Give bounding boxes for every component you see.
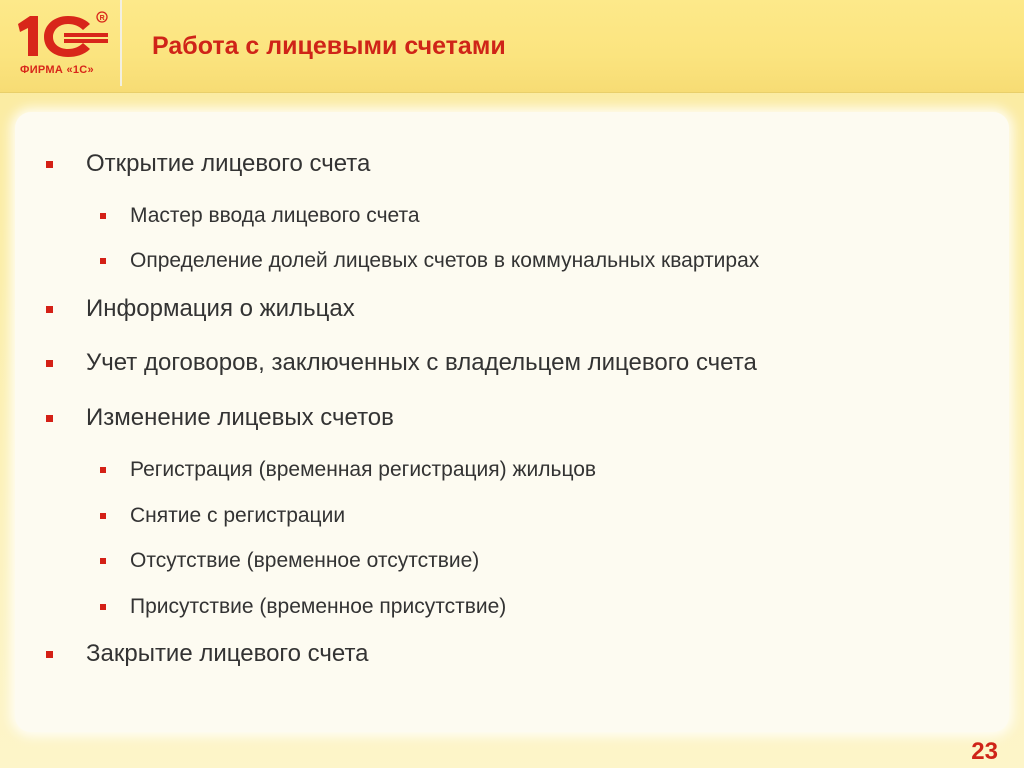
logo-1c-icon bbox=[12, 10, 110, 62]
bullet-item-close-account bbox=[86, 640, 369, 668]
company-logo bbox=[0, 0, 120, 86]
bullet-item-account-wizard bbox=[130, 204, 420, 228]
bullet-item-absence bbox=[130, 549, 479, 573]
bullet-text: Изменение лицевых счетов bbox=[86, 404, 394, 431]
bullet-text: Присутствие (временное присутствие) bbox=[130, 595, 507, 618]
bullet-text: Учет договоров, заключенных с владельцем лицевого счета bbox=[86, 349, 757, 376]
bullet-text: Открытие лицевого счета bbox=[86, 150, 371, 177]
bullet-text: Информация о жильцах bbox=[86, 295, 355, 322]
slide-number: 23 bbox=[971, 738, 998, 765]
bullet-text: Регистрация (временная регистрация) жильцов bbox=[130, 458, 597, 481]
square-bullet-icon bbox=[100, 558, 106, 564]
square-bullet-icon bbox=[100, 513, 106, 519]
bullet-item-deregistration bbox=[130, 504, 345, 528]
square-bullet-icon bbox=[46, 415, 53, 422]
slide-header bbox=[0, 0, 1024, 93]
square-bullet-icon bbox=[100, 213, 106, 219]
svg-text:R: R bbox=[99, 15, 105, 22]
page-title: Работа с лицевыми счетами bbox=[152, 32, 506, 60]
header-divider bbox=[120, 0, 122, 86]
square-bullet-icon bbox=[100, 604, 106, 610]
bullet-text: Снятие с регистрации bbox=[130, 504, 346, 527]
logo-caption: ФИРМА «1С» bbox=[20, 64, 94, 76]
square-bullet-icon bbox=[100, 258, 106, 264]
bullet-item-account-shares bbox=[130, 249, 759, 273]
bullet-text: Мастер ввода лицевого счета bbox=[130, 204, 420, 227]
square-bullet-icon bbox=[46, 360, 53, 367]
square-bullet-icon bbox=[100, 467, 106, 473]
bullet-item-contracts bbox=[86, 349, 757, 377]
bullet-text: Отсутствие (временное отсутствие) bbox=[130, 549, 480, 572]
bullet-text: Закрытие лицевого счета bbox=[86, 640, 369, 667]
bullet-text: Определение долей лицевых счетов в коммунальных квартирах bbox=[130, 249, 760, 272]
bullet-item-presence bbox=[130, 595, 506, 619]
bullet-item-open-account bbox=[86, 150, 370, 178]
square-bullet-icon bbox=[46, 651, 53, 658]
bullet-item-change-accounts bbox=[86, 404, 394, 432]
square-bullet-icon bbox=[46, 161, 53, 168]
square-bullet-icon bbox=[46, 306, 53, 313]
bullet-item-residents-info bbox=[86, 295, 355, 323]
bullet-item-registration bbox=[130, 458, 596, 482]
